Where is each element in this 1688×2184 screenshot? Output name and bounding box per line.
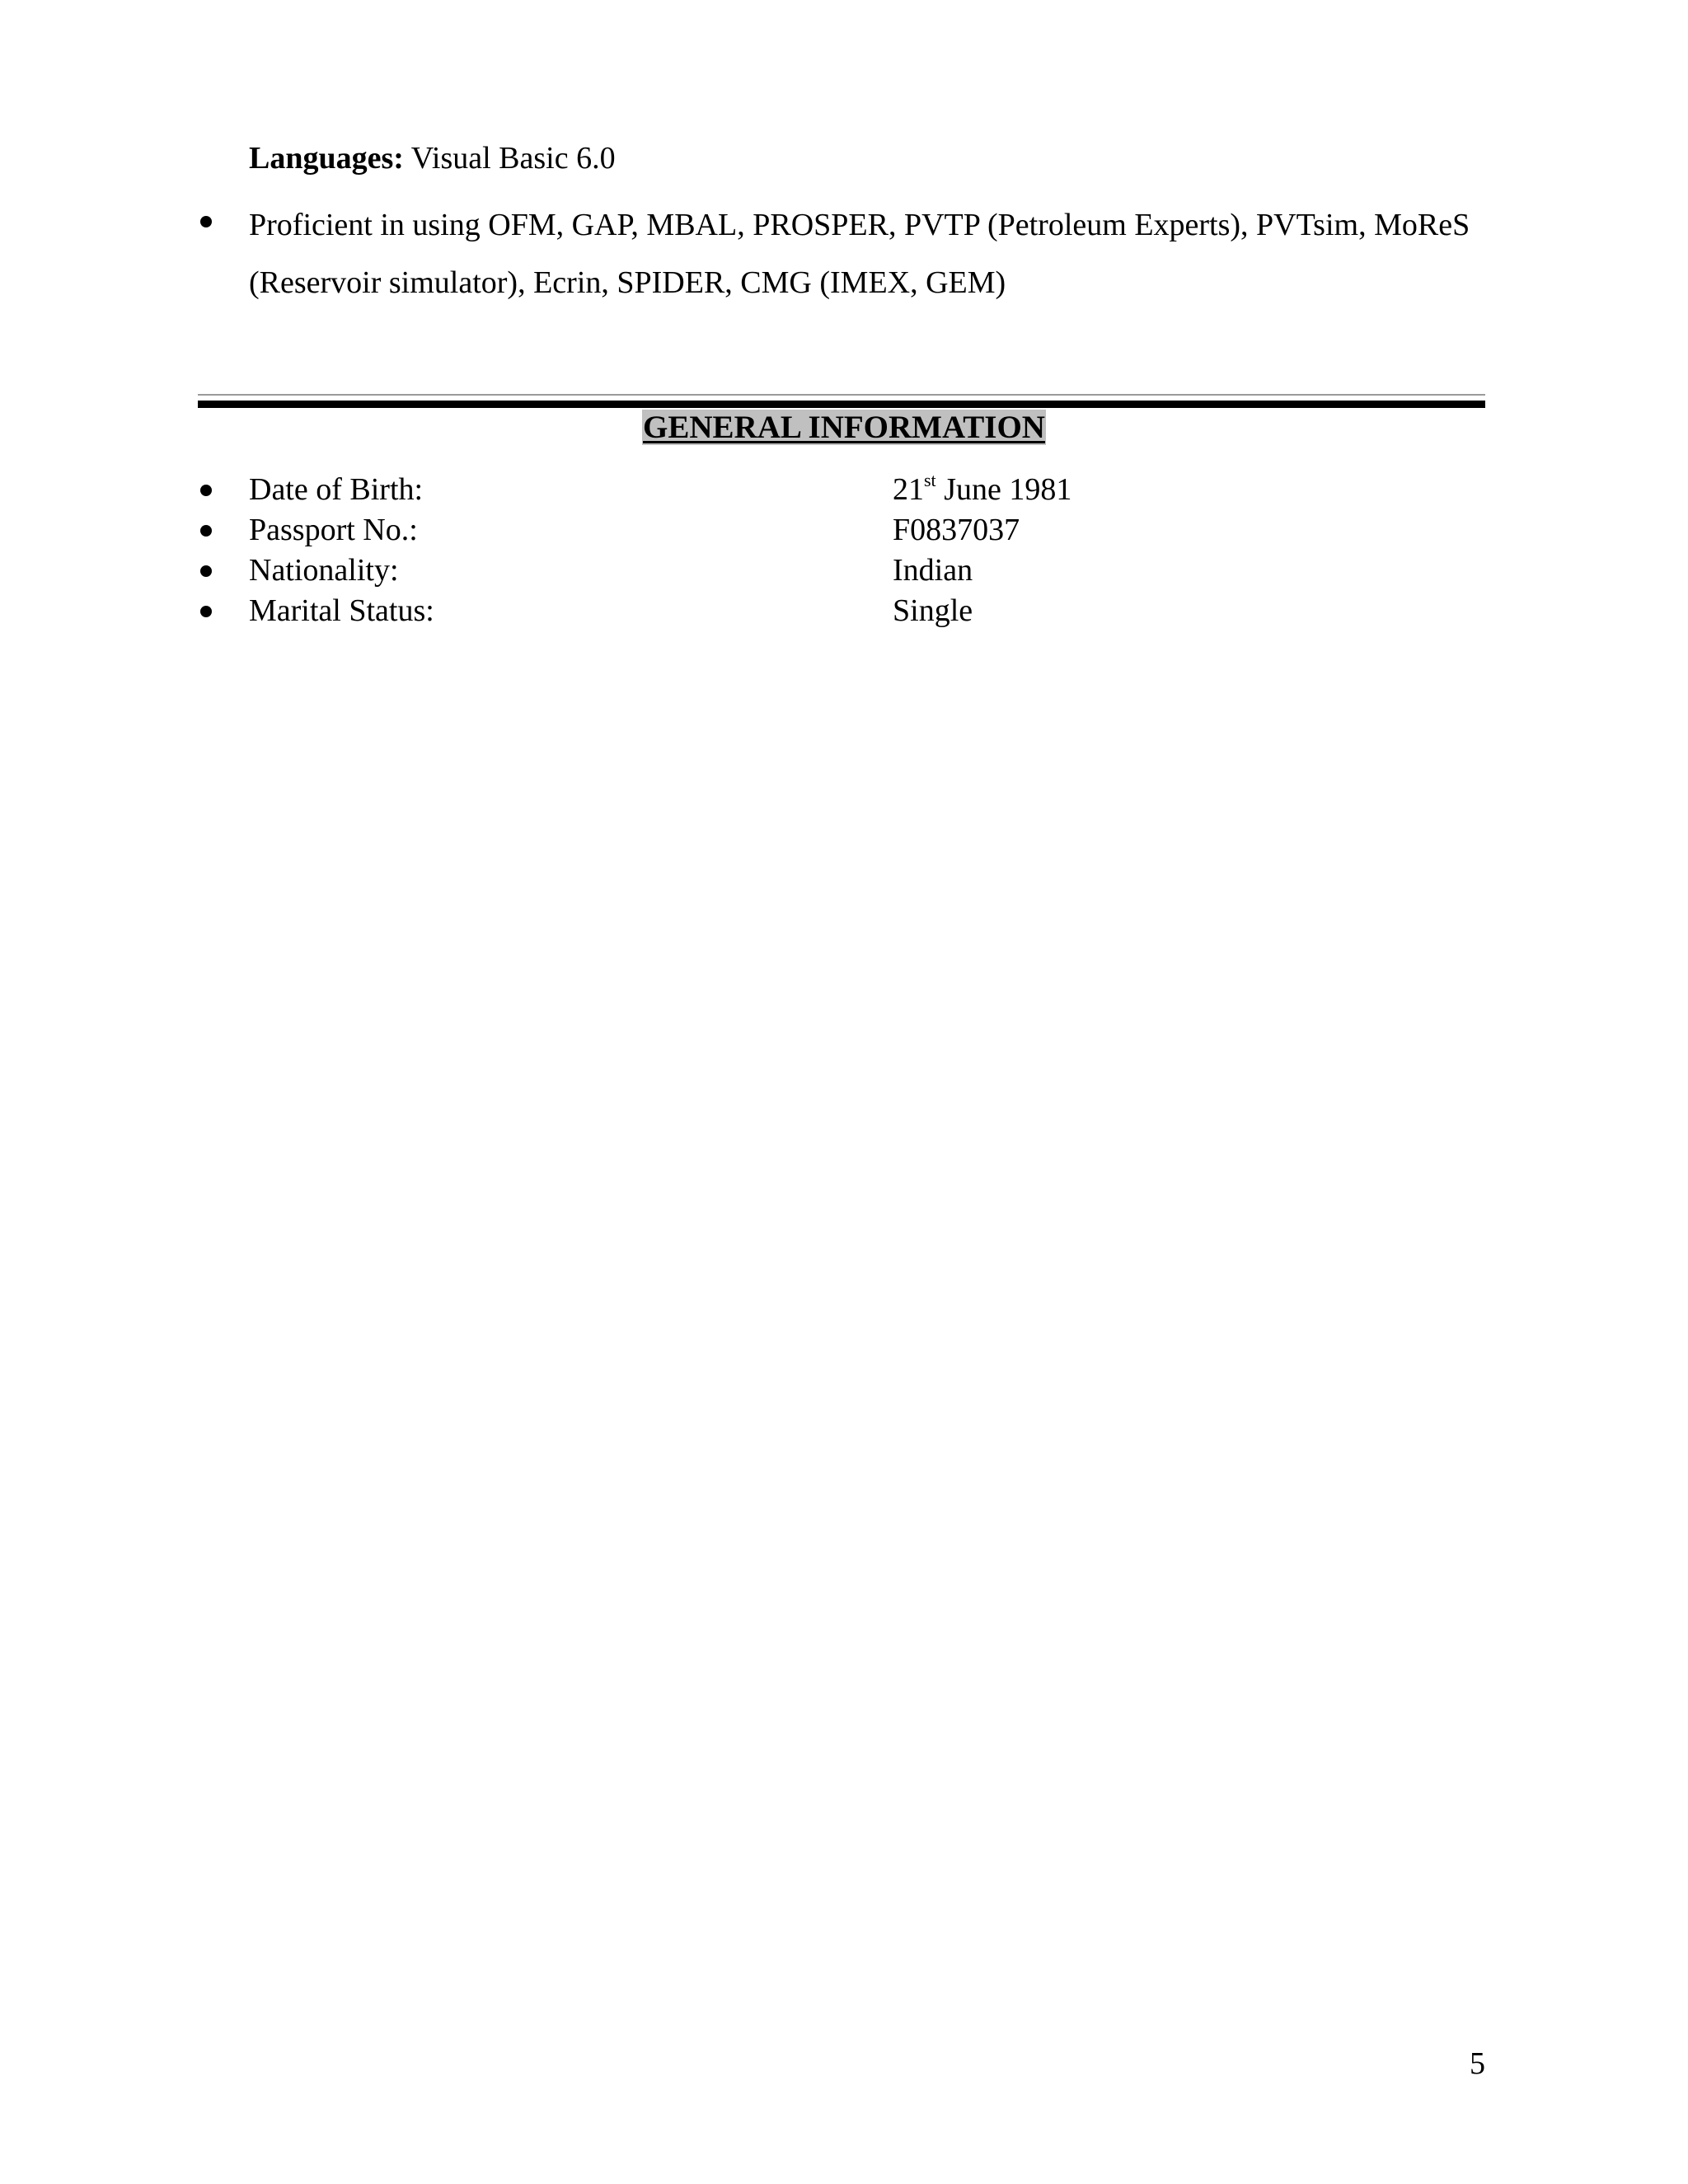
birth-day: 21 <box>893 472 924 507</box>
info-row-nationality <box>0 551 1688 591</box>
bullet-icon <box>200 565 212 577</box>
bullet-icon <box>200 525 212 537</box>
info-value: F0837037 <box>893 513 1020 547</box>
info-value: Single <box>893 593 973 628</box>
info-label: Marital Status: <box>249 593 434 628</box>
section-title <box>0 408 1688 448</box>
info-value: Indian <box>893 553 973 588</box>
languages-line <box>249 137 616 180</box>
software-proficiency-item: Proficient in using OFM, GAP, MBAL, PROSPER, PVTP (Petroleum Experts), PVTsim, MoReS (Reservoir simulator), Ecrin, SPIDER, CMG (IMEX, GEM) <box>249 208 1470 300</box>
section-divider-thin <box>198 394 1485 396</box>
info-row-passport <box>0 510 1688 551</box>
section-divider-thick <box>198 401 1485 408</box>
languages-label: Languages: <box>249 141 404 176</box>
languages-value: Visual Basic 6.0 <box>403 141 616 176</box>
birth-month-year: June 1981 <box>935 472 1072 507</box>
page-number: 5 <box>1470 2046 1485 2081</box>
bullet-icon <box>200 216 212 227</box>
bullet-icon <box>200 606 212 617</box>
info-row-date-of-birth <box>0 470 1688 510</box>
info-label: Passport No.: <box>249 513 418 547</box>
info-row-marital-status <box>0 591 1688 631</box>
general-information-heading: GENERAL INFORMATION <box>643 410 1045 445</box>
ordinal-suffix: st <box>924 470 936 490</box>
info-label: Date of Birth: <box>249 472 424 507</box>
bullet-icon <box>200 485 212 496</box>
info-label: Nationality: <box>249 553 399 588</box>
info-value <box>893 470 1071 510</box>
